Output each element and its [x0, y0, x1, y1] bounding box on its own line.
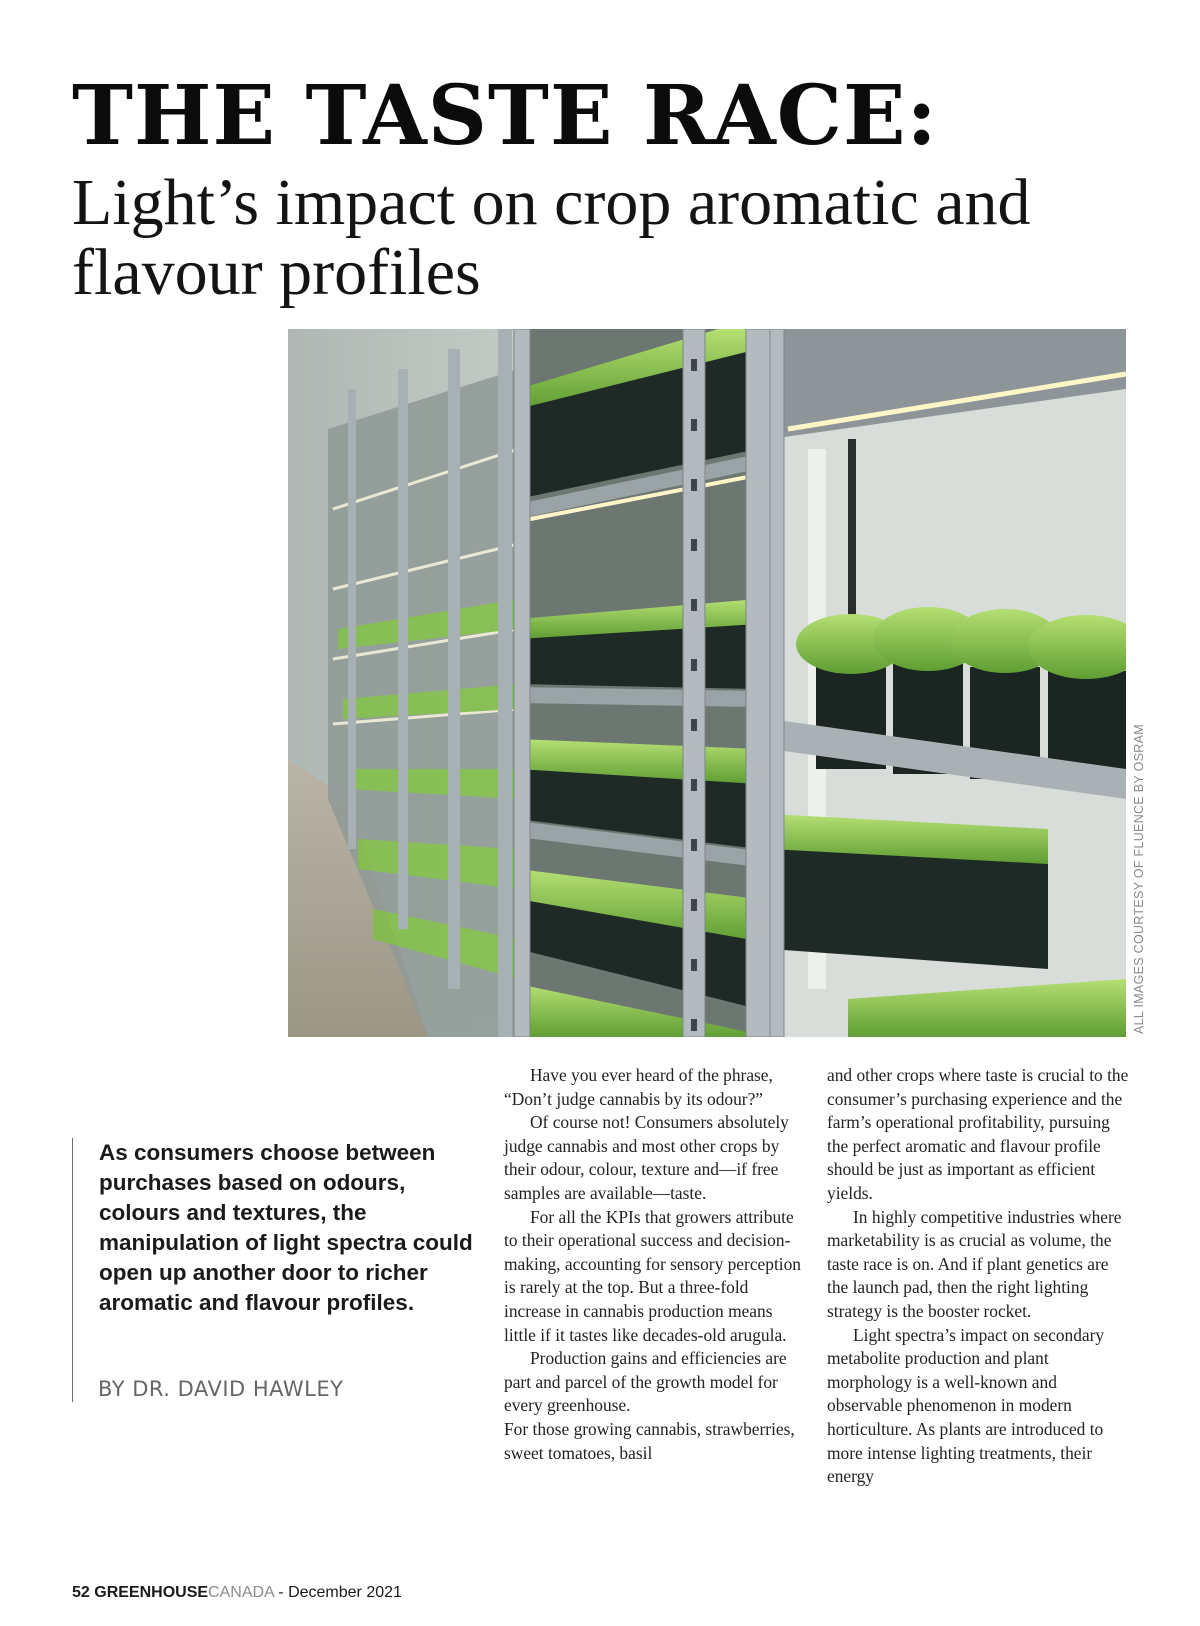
paragraph: Have you ever heard of the phrase, “Don’t judge cannabis by its odour?” — [504, 1065, 773, 1109]
paragraph: and other crops where taste is crucial to the consumer’s purchasing experience and the farm’s operational profitability, pursuing the perfect aromatic and flavour profile should be just as important as efficient yields. — [827, 1065, 1129, 1203]
paragraph: In highly competitive industries where marketability is as crucial as volume, the taste race is on. And if plant genetics are the launch pad, then the right lighting strategy is the booster rocket. — [827, 1206, 1122, 1321]
body-column-1 — [504, 1064, 806, 1465]
paragraph: For all the KPIs that growers attribute to their operational success and decision-making, accounting for sensory perception is rarely at the top. But a three-fold increase in cannabis production means little if it tastes like decades-old arugula. — [504, 1206, 801, 1345]
magazine-name-bold: GREENHOUSE — [94, 1584, 209, 1601]
article-subtitle: Light’s impact on crop aromatic and flavour profiles — [72, 166, 1031, 309]
byline: BY DR. DAVID HAWLEY — [98, 1377, 344, 1401]
pull-quote-text: As consumers choose between purchases based on odours, colours and textures, the manipulation of light spectra could open up another door to richer aromatic and flavour profiles. — [99, 1140, 473, 1315]
greenhouse-racks-photo — [288, 329, 1126, 1037]
body-column-2 — [827, 1064, 1133, 1489]
footer-separator: - — [278, 1584, 284, 1601]
paragraph: Light spectra’s impact on secondary metabolite production and plant morphology is a well-known and observable phenomenon in modern horticulture. As plants are introduced to more intense lighting treatments, their energy — [827, 1324, 1105, 1487]
paragraph: For those growing cannabis, strawberries, sweet tomatoes, basil — [504, 1418, 795, 1463]
magazine-name-light: CANADA — [208, 1584, 274, 1601]
page-footer — [72, 1584, 402, 1602]
paragraph: Of course not! Consumers absolutely judge cannabis and most other crops by their odour, colour, texture and—if free samples are available—taste. — [504, 1112, 789, 1203]
photo-credit: ALL IMAGES COURTESY OF FLUENCE BY OSRAM — [1132, 724, 1146, 1034]
page-number: 52 — [72, 1584, 90, 1601]
issue-date: December 2021 — [288, 1584, 402, 1601]
article-title: THE TASTE RACE: — [72, 68, 938, 164]
paragraph: Production gains and efficiencies are part and parcel of the growth model for every greenhouse. — [504, 1348, 787, 1416]
greenhouse-photo — [288, 329, 1126, 1037]
pull-quote — [72, 1138, 489, 1402]
